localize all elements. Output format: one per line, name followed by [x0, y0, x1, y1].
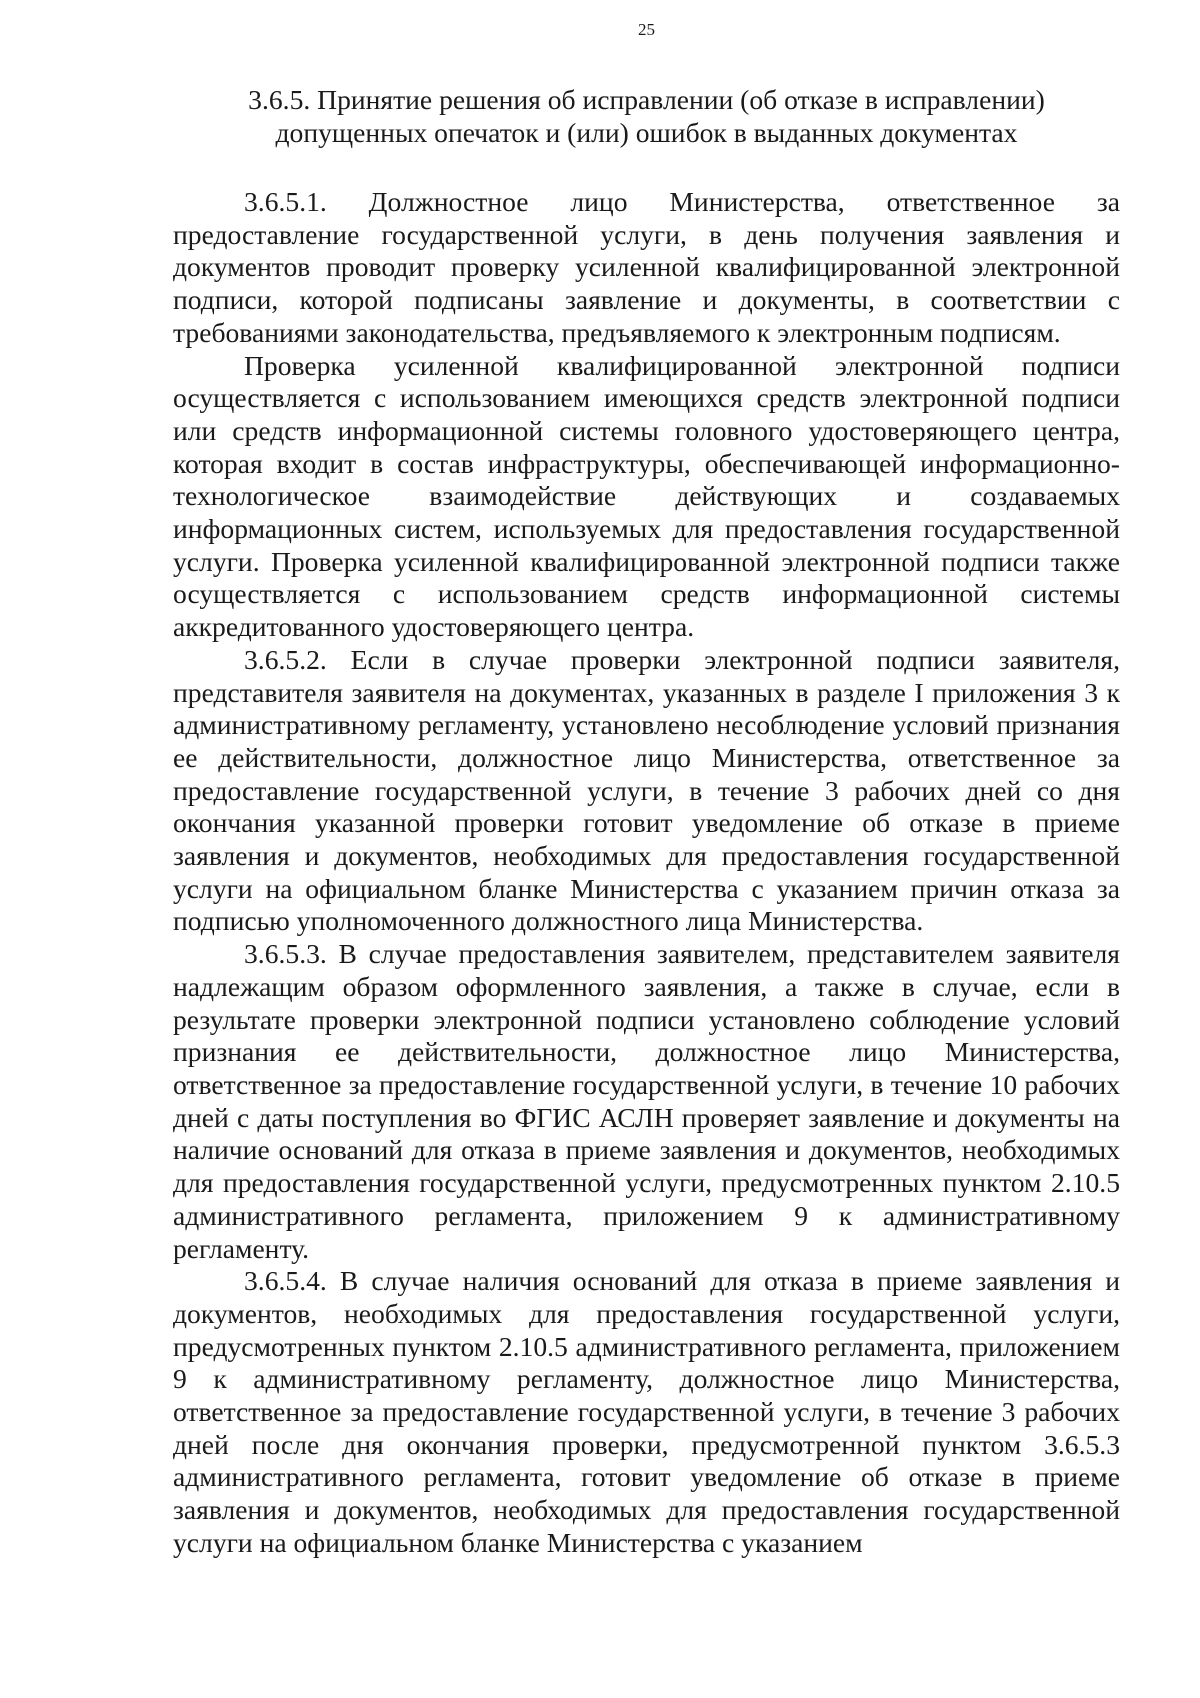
paragraph-signature-check: Проверка усиленной квалифицированной электронной подписи осуществляется с использованием имеющихся средств электронной подписи или средств информационной системы головного удостоверяющего центра, которая входит в состав инфраструктуры, обеспечивающей информационно-технологическое взаимодействие действующих и создаваемых информационных систем, используемых для предоставления государственной услуги. Проверка усиленной квалифицированной электронной подписи также осуществляется с использованием средств информационной системы аккредитованного удостоверяющего центра. [173, 349, 1120, 643]
section-heading-line-2: допущенных опечаток и (или) ошибок в выданных документах [275, 117, 1018, 148]
paragraph-3-6-5-4: 3.6.5.4. В случае наличия оснований для отказа в приеме заявления и документов, необходимых для предоставления государственной услуги, предусмотренных пунктом 2.10.5 административного регламента, приложением 9 к административному регламенту, должностное лицо Министерства, ответственное за предоставление государственной услуги, в течение 3 рабочих дней после дня окончания проверки, предусмотренной пунктом 3.6.5.3 административного регламента, готовит уведомление об отказе в приеме заявления и документов, необходимых для предоставления государственной услуги на официальном бланке Министерства с указанием [173, 1265, 1120, 1558]
document-body [173, 186, 1120, 1560]
section-heading [173, 83, 1120, 149]
paragraph-3-6-5-2: 3.6.5.2. Если в случае проверки электронной подписи заявителя, представителя заявителя на документах, указанных в разделе I приложения 3 к административному регламенту, установлено несоблюдение условий признания ее действительности, должностное лицо Министерства, ответственное за предоставление государственной услуги, в течение 3 рабочих дней со дня окончания указанной проверки готовит уведомление об отказе в приеме заявления и документов, необходимых для предоставления государственной услуги на официальном бланке Министерства с указанием причин отказа за подписью уполномоченного должностного лица Министерства. [173, 643, 1120, 937]
paragraph-3-6-5-1: 3.6.5.1. Должностное лицо Министерства, ответственное за предоставление государственной услуги, в день получения заявления и документов проводит проверку усиленной квалифицированной электронной подписи, которой подписаны заявление и документы, в соответствии с требованиями законодательства, предъявляемого к электронным подписям. [173, 186, 1120, 348]
page-number: 25 [638, 20, 655, 39]
section-heading-line-1: 3.6.5. Принятие решения об исправлении (об отказе в исправлении) [248, 84, 1045, 115]
paragraph-3-6-5-3: 3.6.5.3. В случае предоставления заявителем, представителем заявителя надлежащим образом оформленного заявления, а также в случае, если в результате проверки электронной подписи установлено соблюдение условий признания ее действительности, должностное лицо Министерства, ответственное за предоставление государственной услуги, в течение 10 рабочих дней с даты поступления во ФГИС АСЛН проверяет заявление и документы на наличие оснований для отказа в приеме заявления и документов, необходимых для предоставления государственной услуги, предусмотренных пунктом 2.10.5 административного регламента, приложением 9 к административному регламенту. [173, 938, 1120, 1264]
document-page [173, 0, 1120, 1698]
